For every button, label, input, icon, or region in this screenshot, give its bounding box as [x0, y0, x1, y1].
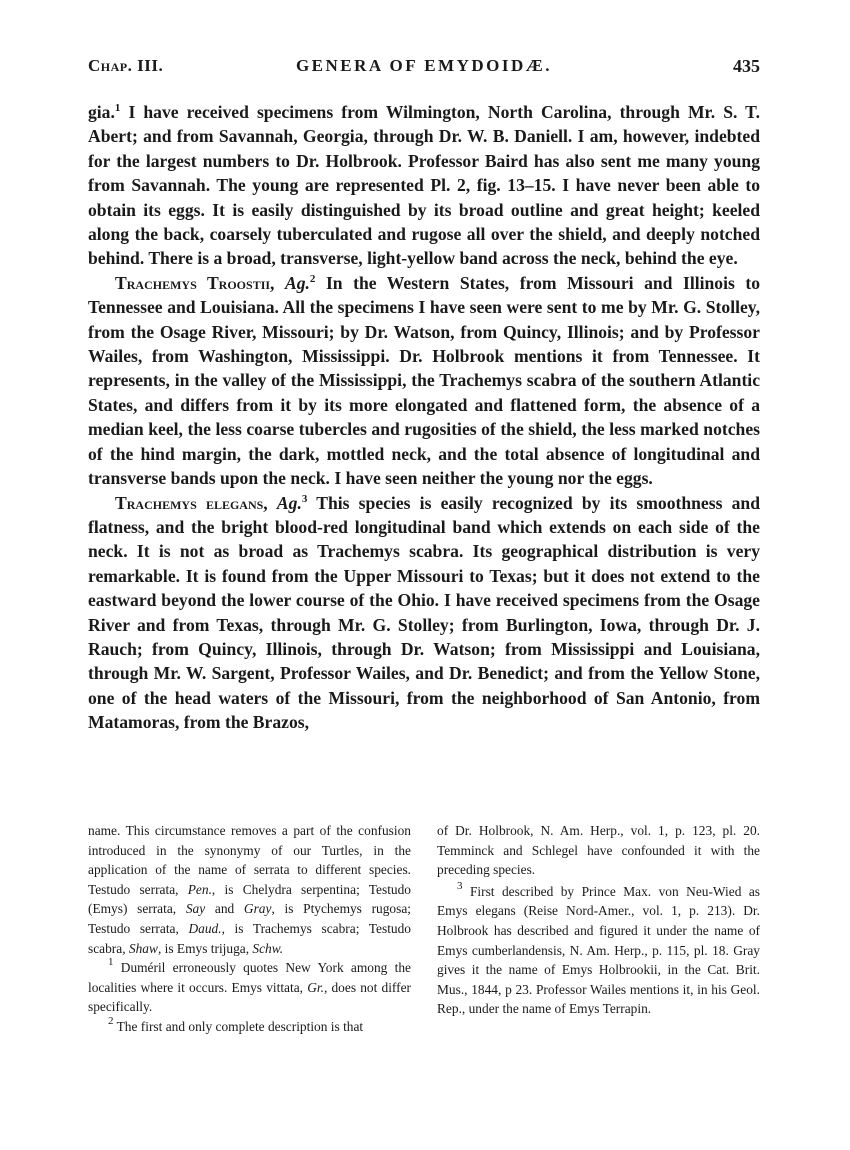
species-name-elegans: Trachemys elegans, — [115, 492, 268, 513]
footnote-ref-3: 3 — [301, 492, 308, 505]
paragraph-2-text: In the Western States, from Missouri and Illinois to Tennessee and Louisiana. All the specimens I have seen were sent to me by Mr. G. Stolley, from the Osage River, Missouri; by Dr. Watson, from Quincy, Illinois; and by Professor Wailes, from Washington, Mississippi. Dr. Holbrook mentions it from Tennessee. It represents, in the valley of the Mississippi, the Trachemys scabra of the southern Atlantic States, and differs from it by its more elongated and flattened form, the absence of a median keel, the less coarse tubercles and rugosities of the shield, the less marked notches of the hind margin, the dark, mottled neck, and the total absence of longitudinal and transverse bands upon the neck. I have seen neither the young nor the eggs. — [88, 272, 760, 489]
paragraph-1-text: I have received specimens from Wilmington, North Carolina, through Mr. S. T. Abert; and from Savannah, Georgia, through Dr. W. B. Daniell. I am, however, indebted for the largest numbers to Dr. Holbrook. Professor Baird has also sent me many young from Savannah. The young are represented Pl. 2, fig. 13–15. I have never been able to obtain its eggs. It is easily distinguished by its broad outline and great height; keeled along the back, coarsely tuberculated and rugose all over the shield, and deeply notched behind. There is a broad, transverse, light-yellow band across the neck, behind the eye. — [88, 102, 760, 269]
paragraph-2 — [88, 271, 760, 491]
footnote-1: $^1$ Duméril erroneously quotes New York among the localities where it occurs. Emys vittata, Gr., does not differ specifically. — [88, 956, 411, 1015]
footnote-continuation: name. This circumstance removes a part of the confusion introduced in the synonymy of our Turtles, in the application of the name of serrata to different species. Testudo serrata, Pen., is Chelydra serpentina; Testudo (Emys) serrata, Say and Gray, is Ptychemys rugosa; Testudo serrata, Daud., is Trachemys scabra; Testudo scabra, Shaw, is Emys trijuga, Schw. — [88, 823, 412, 956]
footnote-marker-3: 3 — [457, 879, 463, 892]
footnotes-left-column — [88, 821, 411, 1037]
species-author: Ag. — [284, 272, 310, 293]
paragraph-1 — [88, 100, 760, 271]
running-header — [88, 56, 760, 82]
running-title: GENERA OF EMYDOIDÆ. — [295, 56, 553, 75]
footnote-marker-2: 2 — [108, 1014, 114, 1027]
paragraph-1-start: gia. — [88, 102, 115, 122]
chapter-label: Chap. III. — [88, 56, 164, 75]
species-author: Ag. — [276, 492, 302, 513]
page-number: 435 — [733, 56, 760, 76]
footnote-3: $^3$ First described by Prince Max. von Neu-Wied as Emys elegans (Reise Nord-Amer., vol. 1, p. 213). Dr. Holbrook has described and figured it under the name of Emys cumberlandensis, N. Am. Herp., p. 115, pl. 18. Gray gives it the name of Emys Holbrookii, in the Cat. Brit. Mus., 1844, p 23. Professor Wailes mentions it, in his Geol. Rep., under the name of Emys Terrapin. — [437, 879, 760, 1017]
footnote-ref-2: 2 — [309, 272, 316, 285]
footnotes-right-column — [437, 821, 760, 1019]
paragraph-3-text: This species is easily recognized by its smoothness and flatness, and the bright blood-red longitudinal band which extends on each side of the neck. It is not as broad as Trachemys scabra. Its geographical distribution is very remarkable. It is found from the Upper Missouri to Texas; but it does not extend to the eastward beyond the lower course of the Ohio. I have received specimens from the Osage River and from Texas, through Mr. G. Stolley; from Burlington, Iowa, through Dr. J. Rauch; from Quincy, Illinois, through Dr. Watson; from Mississippi and Louisiana, through Mr. W. Sargent, Professor Wailes, and Dr. Benedict; and from the Yellow Stone, one of the head waters of the Missouri, from the neighborhood of San Antonio, from Matamoras, from the Brazos, — [88, 492, 760, 733]
species-name-troostii: Trachemys Troostii, — [115, 272, 275, 293]
footnote-ref-1: 1 — [114, 102, 121, 114]
main-text — [88, 100, 760, 735]
footnote-2: $^2$ The first and only complete description is that — [108, 1014, 364, 1034]
paragraph-3 — [88, 491, 760, 735]
footnote-marker-1: 1 — [108, 956, 114, 969]
footnote-2-continuation: of Dr. Holbrook, N. Am. Herp., vol. 1, p. 123, pl. 20. Temminck and Schlegel have confounded it with the preceding species. — [437, 823, 760, 878]
